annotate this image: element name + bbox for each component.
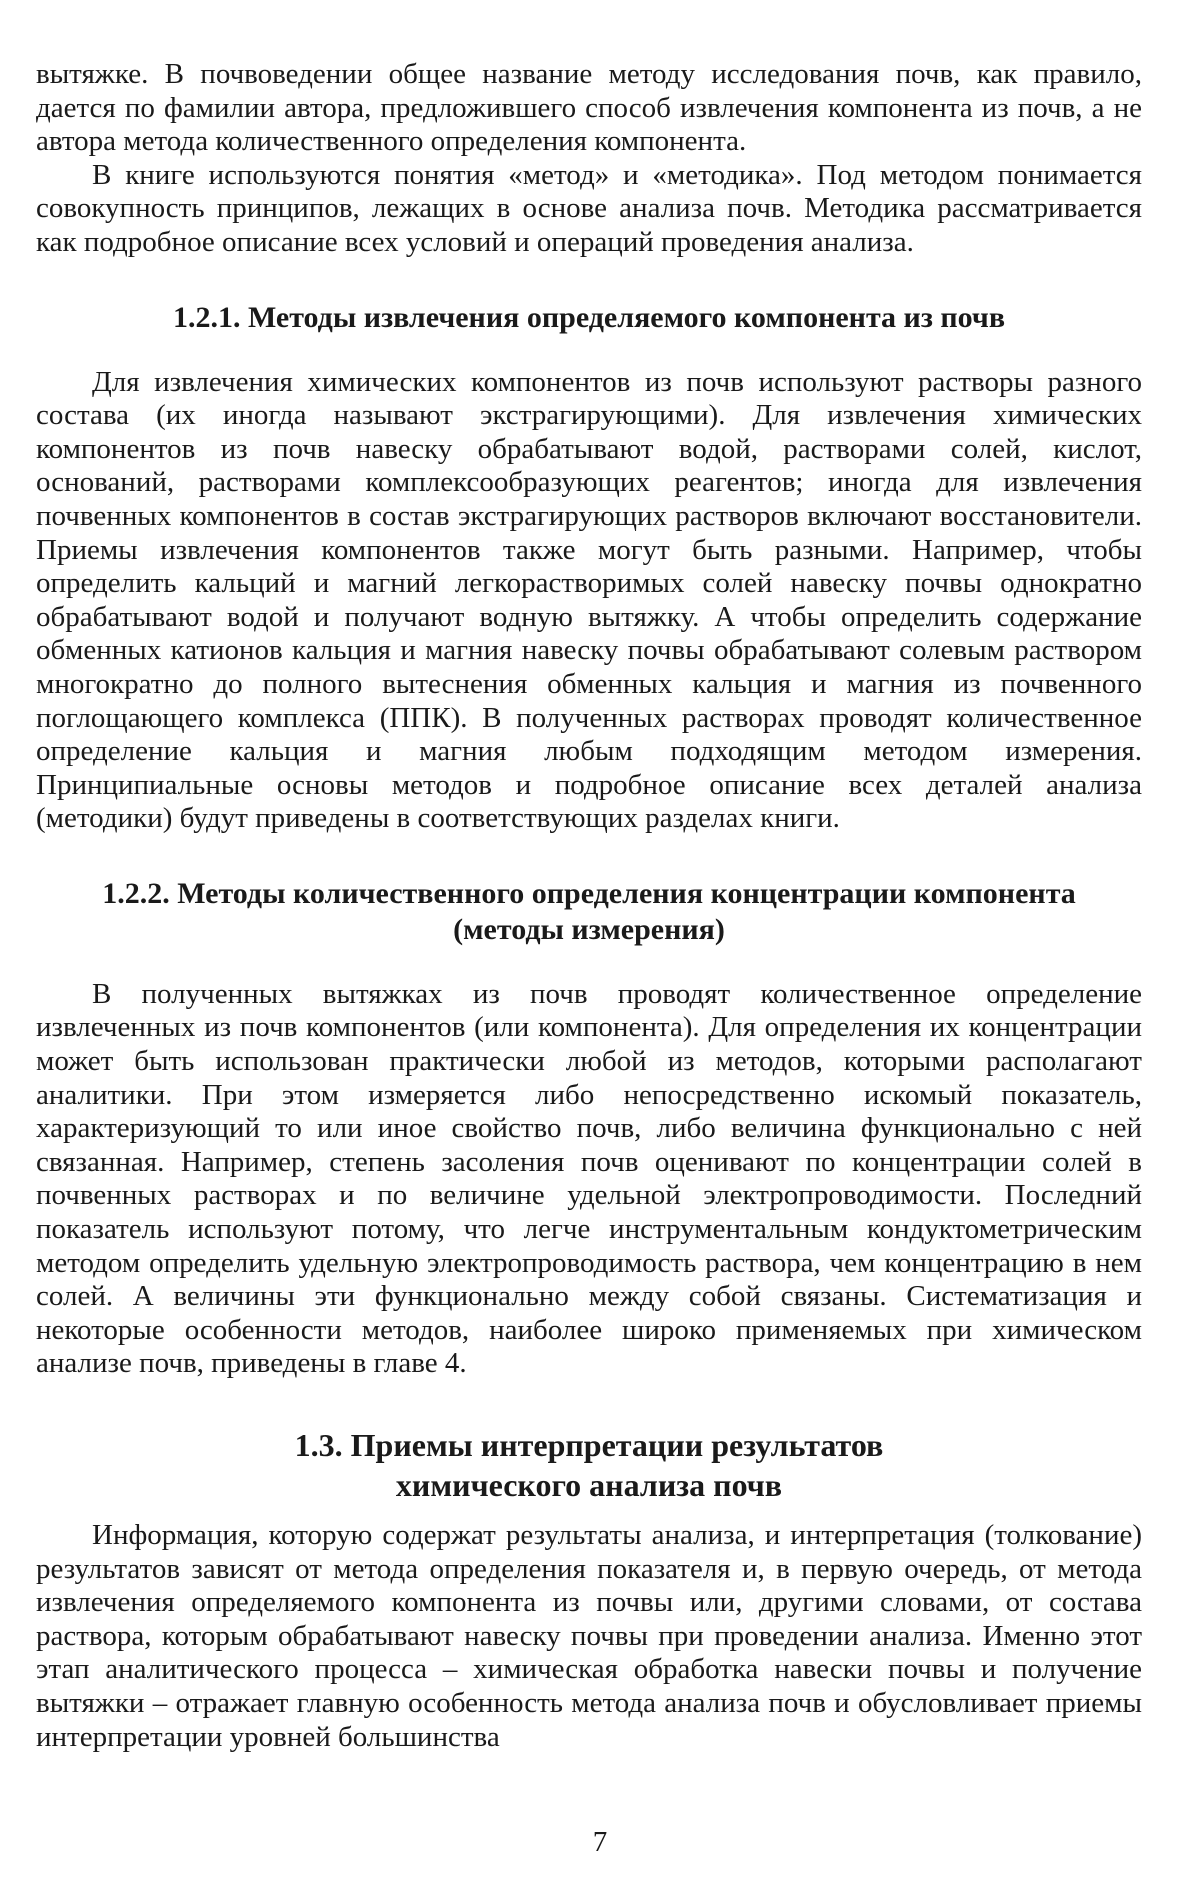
paragraph-continuation: вытяжке. В почвоведении общее название методу исследования почв, как правило, дается по фамилии автора, предложившего способ извлечения компонента из почв, а не автора метода количественного определения компонента. [36, 58, 1142, 158]
heading-1-3 [36, 1425, 1142, 1505]
heading-1-3-line2: химического анализа почв [395, 1467, 783, 1503]
heading-1-2-2-line2: (методы измерения) [453, 912, 725, 946]
heading-1-2-2-line1: 1.2.2. Методы количественного определения концентрации компонента [102, 876, 1076, 910]
paragraph-extraction-methods: Для извлечения химических компонентов из почв используют растворы разного состава (их иногда называют экстрагирующими). Для извлечения химических компонентов из почв навеску обрабатывают водой, растворами солей, кислот, оснований, растворами комплексообразующих реагентов; иногда для извлечения почвенных компонентов в состав экстрагирующих растворов включают восстановители. Приемы извлечения компонентов также могут быть разными. Например, чтобы определить кальций и магний легкорастворимых солей навеску почвы однократно обрабатывают водой и получают водную вытяжку. А чтобы определить содержание обменных катионов кальция и магния навеску почвы обрабатывают солевым раствором многократно до полного вытеснения обменных кальция и магния из почвенного поглощающего комплекса (ППК). В полученных растворах проводят количественное определение кальция и магния любым подходящим методом измерения. Принципиальные основы методов и подробное описание всех деталей анализа (методики) будут приведены в соответствующих разделах книги. [36, 365, 1142, 835]
page-number: 7 [592, 1826, 608, 1858]
paragraph-measurement-methods: В полученных вытяжках из почв проводят количественное определение извлеченных из почв компонентов (или компонента). Для определения их концентрации может быть использован практически любой из методов, которыми располагают аналитики. При этом измеряется либо непосредственно искомый показатель, характеризующий то или иное свойство почв, либо величина функционально с ней связанная. Например, степень засоления почв оценивают по концентрации солей в почвенных растворах и по величине удельной электропроводимости. Последний показатель используют потому, что легче инструментальным кондуктометрическим методом определить удельную электропроводимость раствора, чем концентрацию в нем солей. А величины эти функционально между собой связаны. Систематизация и некоторые особенности методов, наиболее широко применяемых при химическом анализе почв, приведены в главе 4. [36, 977, 1142, 1380]
page-content [36, 58, 1142, 1754]
heading-1-2-2 [36, 876, 1142, 948]
heading-1-3-line1: 1.3. Приемы интерпретации результатов [294, 1427, 884, 1463]
paragraph-method-definition: В книге используются понятия «метод» и «методика». Под методом понимается совокупность принципов, лежащих в основе анализа почв. Методика рассматривается как подробное описание всех условий и операций проведения анализа. [36, 158, 1142, 258]
paragraph-interpretation: Информация, которую содержат результаты анализа, и интерпретация (толкование) результатов зависят от метода определения показателя и, в первую очередь, от метода извлечения определяемого компонента из почвы или, другими словами, от состава раствора, которым обрабатывают навеску почвы при проведении анализа. Именно этот этап аналитического процесса – химическая обработка навески почвы и получение вытяжки – отражает главную особенность метода анализа почв и обусловливает приемы интерпретации уровней большинства [36, 1519, 1142, 1753]
heading-1-2-1: 1.2.1. Методы извлечения определяемого компонента из почв [172, 300, 1006, 334]
